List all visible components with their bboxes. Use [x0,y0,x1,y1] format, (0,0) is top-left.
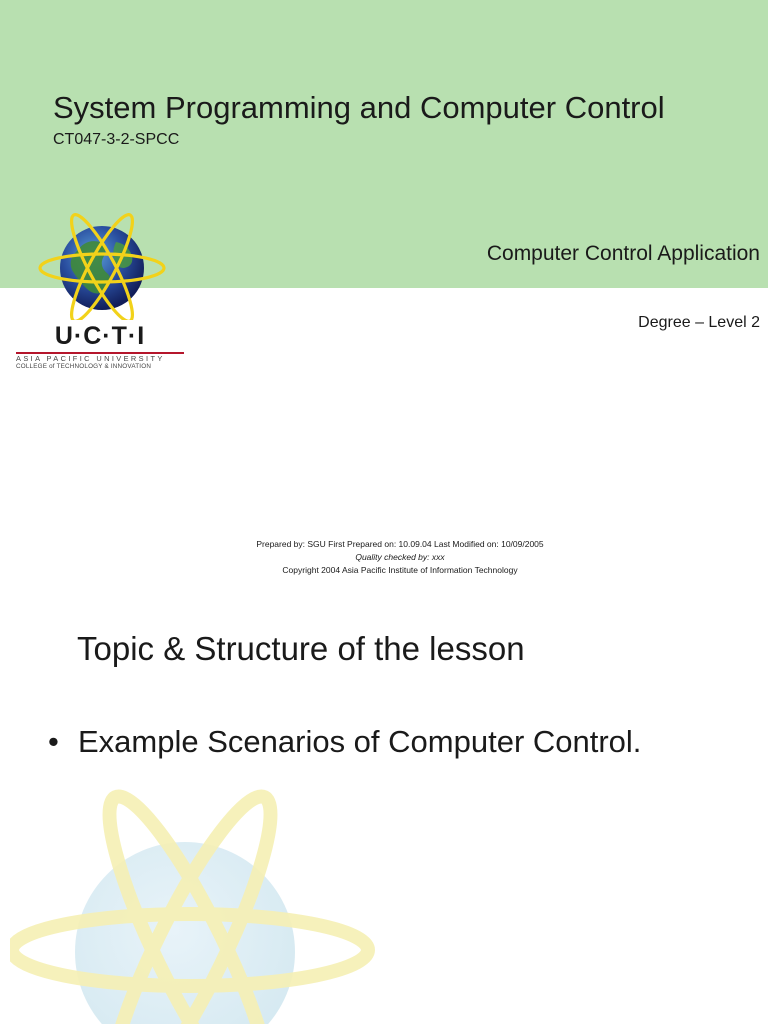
prepared-line: Prepared by: SGU First Prepared on: 10.09.04 Last Modified on: 10/09/2005 [256,539,544,549]
logo-tagline-college: COLLEGE of TECHNOLOGY & INNOVATION [16,363,152,370]
bullet-marker: • [48,724,59,759]
logo-wordmark: U·C·T·I [54,322,146,350]
slide-heading: Topic & Structure of the lesson [77,630,525,667]
ucti-logo [14,212,186,372]
globe-watermark-icon [10,782,380,1024]
bullet-text: Example Scenarios of Computer Control. [78,724,642,759]
topic-slide [0,582,768,1024]
course-level: Degree – Level 2 [638,314,760,331]
lecture-subtitle: Computer Control Application [486,242,760,265]
course-code: CT047-3-2-SPCC [53,131,180,148]
quality-line: Quality checked by: xxx [355,552,445,562]
globe-with-orbits-icon [38,212,166,320]
logo-tagline-university: ASIA PACIFIC UNIVERSITY [16,354,165,363]
slide-footer [0,538,768,577]
list-item [48,724,641,760]
course-title: System Programming and Computer Control [53,90,665,125]
copyright-line: Copyright 2004 Asia Pacific Institute of Information Technology [282,565,518,575]
